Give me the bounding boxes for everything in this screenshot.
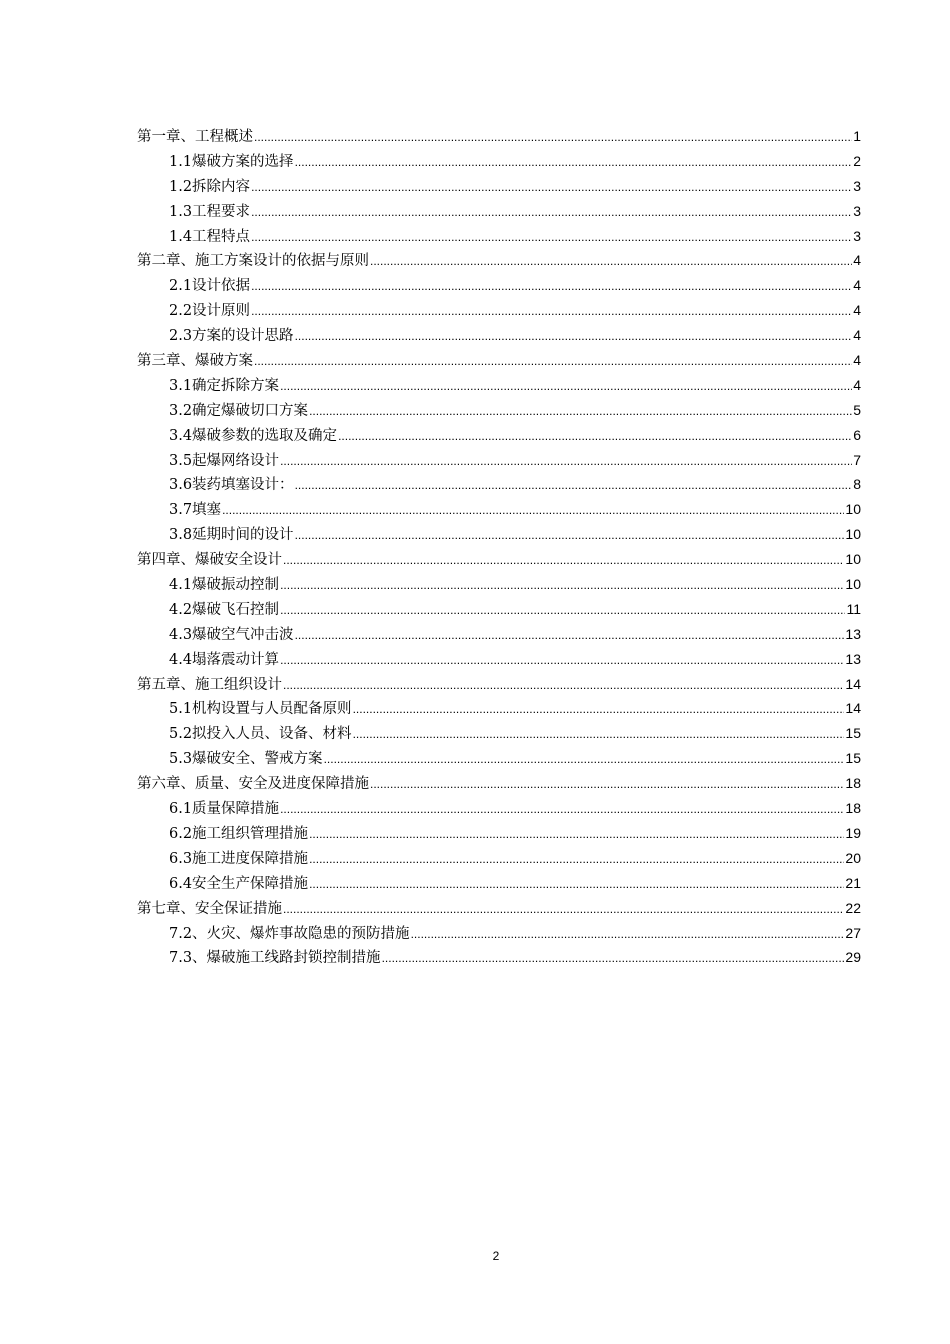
- page-number: 2: [492, 1249, 500, 1263]
- toc-chapter-entry[interactable]: [137, 771, 861, 796]
- toc-entry-title: 4.2爆破飞石控制: [169, 601, 280, 618]
- toc-section-entry[interactable]: [137, 323, 861, 348]
- toc-entry-title: 3.5起爆网络设计: [169, 452, 280, 469]
- toc-entry-title: 2.1设计依据: [169, 278, 251, 295]
- toc-dot-leader: [280, 598, 845, 623]
- toc-dot-leader: [411, 922, 845, 947]
- toc-dot-leader: [353, 722, 845, 747]
- toc-chapter-entry[interactable]: [137, 896, 861, 921]
- toc-section-entry[interactable]: [137, 448, 861, 473]
- toc-entry-title: 6.1质量保障措施: [169, 801, 280, 818]
- toc-entry-title: 3.4爆破参数的选取及确定: [169, 427, 338, 444]
- toc-section-entry[interactable]: [137, 224, 861, 249]
- toc-entry-page-number: 3: [853, 202, 861, 219]
- toc-entry-page-number: 18: [845, 775, 861, 792]
- toc-dot-leader: [280, 648, 844, 673]
- toc-entry-title: 1.1爆破方案的选择: [169, 153, 294, 170]
- toc-section-entry[interactable]: [137, 597, 861, 622]
- toc-section-entry[interactable]: [137, 472, 861, 497]
- toc-entry-page-number: 19: [845, 824, 861, 841]
- toc-entry-page-number: 4: [853, 302, 861, 319]
- toc-entry-title: 5.3爆破安全、警戒方案: [169, 751, 323, 768]
- toc-entry-page-number: 3: [853, 227, 861, 244]
- toc-chapter-entry[interactable]: [137, 547, 861, 572]
- toc-entry-page-number: 10: [845, 526, 861, 543]
- toc-dot-leader: [338, 424, 852, 449]
- toc-entry-title: 3.6装药填塞设计：: [169, 477, 294, 494]
- toc-entry-title: 第二章、施工方案设计的依据与原则: [137, 253, 369, 270]
- toc-dot-leader: [370, 249, 852, 274]
- toc-dot-leader: [283, 673, 844, 698]
- toc-dot-leader: [382, 946, 845, 971]
- toc-dot-leader: [280, 374, 852, 399]
- toc-dot-leader: [254, 125, 852, 150]
- toc-entry-title: 4.3爆破空气冲击波: [169, 626, 294, 643]
- toc-dot-leader: [309, 822, 844, 847]
- toc-entry-title: 2.2设计原则: [169, 303, 251, 320]
- toc-section-entry[interactable]: [137, 871, 861, 896]
- toc-section-entry[interactable]: [137, 572, 861, 597]
- toc-entry-page-number: 8: [853, 476, 861, 493]
- toc-entry-page-number: 14: [845, 675, 861, 692]
- toc-dot-leader: [283, 897, 844, 922]
- toc-entry-title: 第四章、爆破安全设计: [137, 552, 282, 569]
- toc-entry-title: 第一章、工程概述: [137, 129, 253, 145]
- toc-entry-page-number: 4: [853, 376, 861, 393]
- toc-section-entry[interactable]: [137, 921, 861, 946]
- toc-chapter-entry[interactable]: [137, 248, 861, 273]
- toc-entry-page-number: 27: [845, 924, 861, 941]
- toc-section-entry[interactable]: [137, 174, 861, 199]
- toc-entry-title: 6.3施工进度保障措施: [169, 850, 309, 867]
- toc-section-entry[interactable]: [137, 497, 861, 522]
- toc-dot-leader: [280, 573, 844, 598]
- toc-section-entry[interactable]: [137, 199, 861, 224]
- toc-entry-page-number: 2: [853, 152, 861, 169]
- toc-section-entry[interactable]: [137, 373, 861, 398]
- toc-section-entry[interactable]: [137, 273, 861, 298]
- toc-dot-leader: [251, 274, 852, 299]
- toc-entry-title: 第三章、爆破方案: [137, 353, 253, 370]
- toc-section-entry[interactable]: [137, 149, 861, 174]
- toc-entry-title: 1.2拆除内容: [169, 178, 251, 195]
- toc-entry-page-number: 5: [853, 401, 861, 418]
- toc-entry-page-number: 4: [853, 327, 861, 344]
- toc-chapter-entry[interactable]: [137, 672, 861, 697]
- toc-section-entry[interactable]: [137, 821, 861, 846]
- toc-entry-page-number: 1: [853, 128, 861, 144]
- toc-entry-page-number: 4: [853, 352, 861, 369]
- toc-entry-title: 4.1爆破振动控制: [169, 577, 280, 594]
- toc-entry-title: 2.3方案的设计思路: [169, 328, 294, 345]
- toc-dot-leader: [251, 225, 852, 250]
- toc-section-entry[interactable]: [137, 622, 861, 647]
- toc-dot-leader: [353, 697, 845, 722]
- toc-section-entry[interactable]: [137, 796, 861, 821]
- toc-entry-page-number: 11: [846, 600, 861, 617]
- toc-dot-leader: [309, 399, 852, 424]
- toc-entry-title: 3.8延期时间的设计: [169, 527, 294, 544]
- toc-dot-leader: [370, 772, 844, 797]
- table-of-contents: [137, 124, 861, 970]
- toc-dot-leader: [295, 523, 845, 548]
- toc-entry-page-number: 4: [853, 277, 861, 294]
- toc-section-entry[interactable]: [137, 945, 861, 970]
- toc-dot-leader: [251, 299, 852, 324]
- toc-entry-title: 5.1机构设置与人员配备原则: [169, 701, 352, 718]
- toc-dot-leader: [251, 175, 852, 200]
- toc-entry-title: 第五章、施工组织设计: [137, 676, 282, 693]
- toc-section-entry[interactable]: [137, 298, 861, 323]
- toc-dot-leader: [283, 548, 844, 573]
- toc-entry-page-number: 3: [853, 177, 861, 194]
- toc-section-entry[interactable]: [137, 721, 861, 746]
- toc-entry-page-number: 22: [845, 899, 861, 916]
- toc-dot-leader: [309, 847, 844, 872]
- toc-dot-leader: [309, 872, 844, 897]
- toc-dot-leader: [295, 150, 853, 175]
- toc-dot-leader: [295, 473, 853, 498]
- toc-dot-leader: [254, 349, 852, 374]
- toc-entry-page-number: 13: [845, 625, 861, 642]
- toc-entry-title: 1.4工程特点: [169, 228, 251, 245]
- toc-entry-title: 4.4塌落震动计算: [169, 651, 280, 668]
- toc-entry-page-number: 18: [845, 800, 861, 817]
- toc-entry-title: 第七章、安全保证措施: [137, 900, 282, 917]
- toc-entry-title: 3.7填塞: [169, 502, 222, 519]
- toc-entry-title: 3.2确定爆破切口方案: [169, 402, 309, 419]
- toc-dot-leader: [295, 623, 845, 648]
- toc-entry-page-number: 15: [845, 725, 861, 742]
- toc-entry-page-number: 10: [845, 551, 861, 568]
- toc-entry-title: 1.3工程要求: [169, 203, 251, 220]
- toc-entry-page-number: 4: [853, 252, 861, 269]
- toc-entry-page-number: 6: [853, 426, 861, 443]
- toc-entry-title: 7.2、火灾、爆炸事故隐患的预防措施: [169, 925, 410, 942]
- toc-entry-page-number: 15: [845, 750, 861, 767]
- toc-section-entry[interactable]: [137, 647, 861, 672]
- toc-entry-page-number: 10: [845, 576, 861, 593]
- toc-dot-leader: [251, 200, 852, 225]
- toc-entry-page-number: 13: [845, 650, 861, 667]
- toc-section-entry[interactable]: [137, 398, 861, 423]
- toc-chapter-entry[interactable]: [137, 124, 861, 149]
- toc-section-entry[interactable]: [137, 696, 861, 721]
- toc-entry-page-number: 29: [845, 949, 861, 966]
- toc-entry-page-number: 10: [845, 501, 861, 518]
- toc-entry-title: 6.4安全生产保障措施: [169, 875, 309, 892]
- toc-section-entry[interactable]: [137, 746, 861, 771]
- toc-entry-title: 5.2拟投入人员、设备、材料: [169, 726, 352, 743]
- toc-dot-leader: [280, 449, 852, 474]
- toc-section-entry[interactable]: [137, 522, 861, 547]
- toc-dot-leader: [324, 747, 845, 772]
- toc-section-entry[interactable]: [137, 846, 861, 871]
- toc-entry-title: 6.2施工组织管理措施: [169, 825, 309, 842]
- toc-entry-title: 7.3、爆破施工线路封锁控制措施: [169, 950, 381, 967]
- toc-chapter-entry[interactable]: [137, 348, 861, 373]
- toc-section-entry[interactable]: [137, 423, 861, 448]
- toc-entry-page-number: 14: [845, 700, 861, 717]
- toc-entry-page-number: 20: [845, 849, 861, 866]
- toc-entry-title: 第六章、质量、安全及进度保障措施: [137, 776, 369, 793]
- toc-dot-leader: [280, 797, 844, 822]
- toc-dot-leader: [222, 498, 844, 523]
- toc-entry-page-number: 21: [845, 874, 861, 891]
- toc-entry-title: 3.1确定拆除方案: [169, 377, 280, 394]
- toc-dot-leader: [295, 324, 853, 349]
- toc-entry-page-number: 7: [853, 451, 861, 468]
